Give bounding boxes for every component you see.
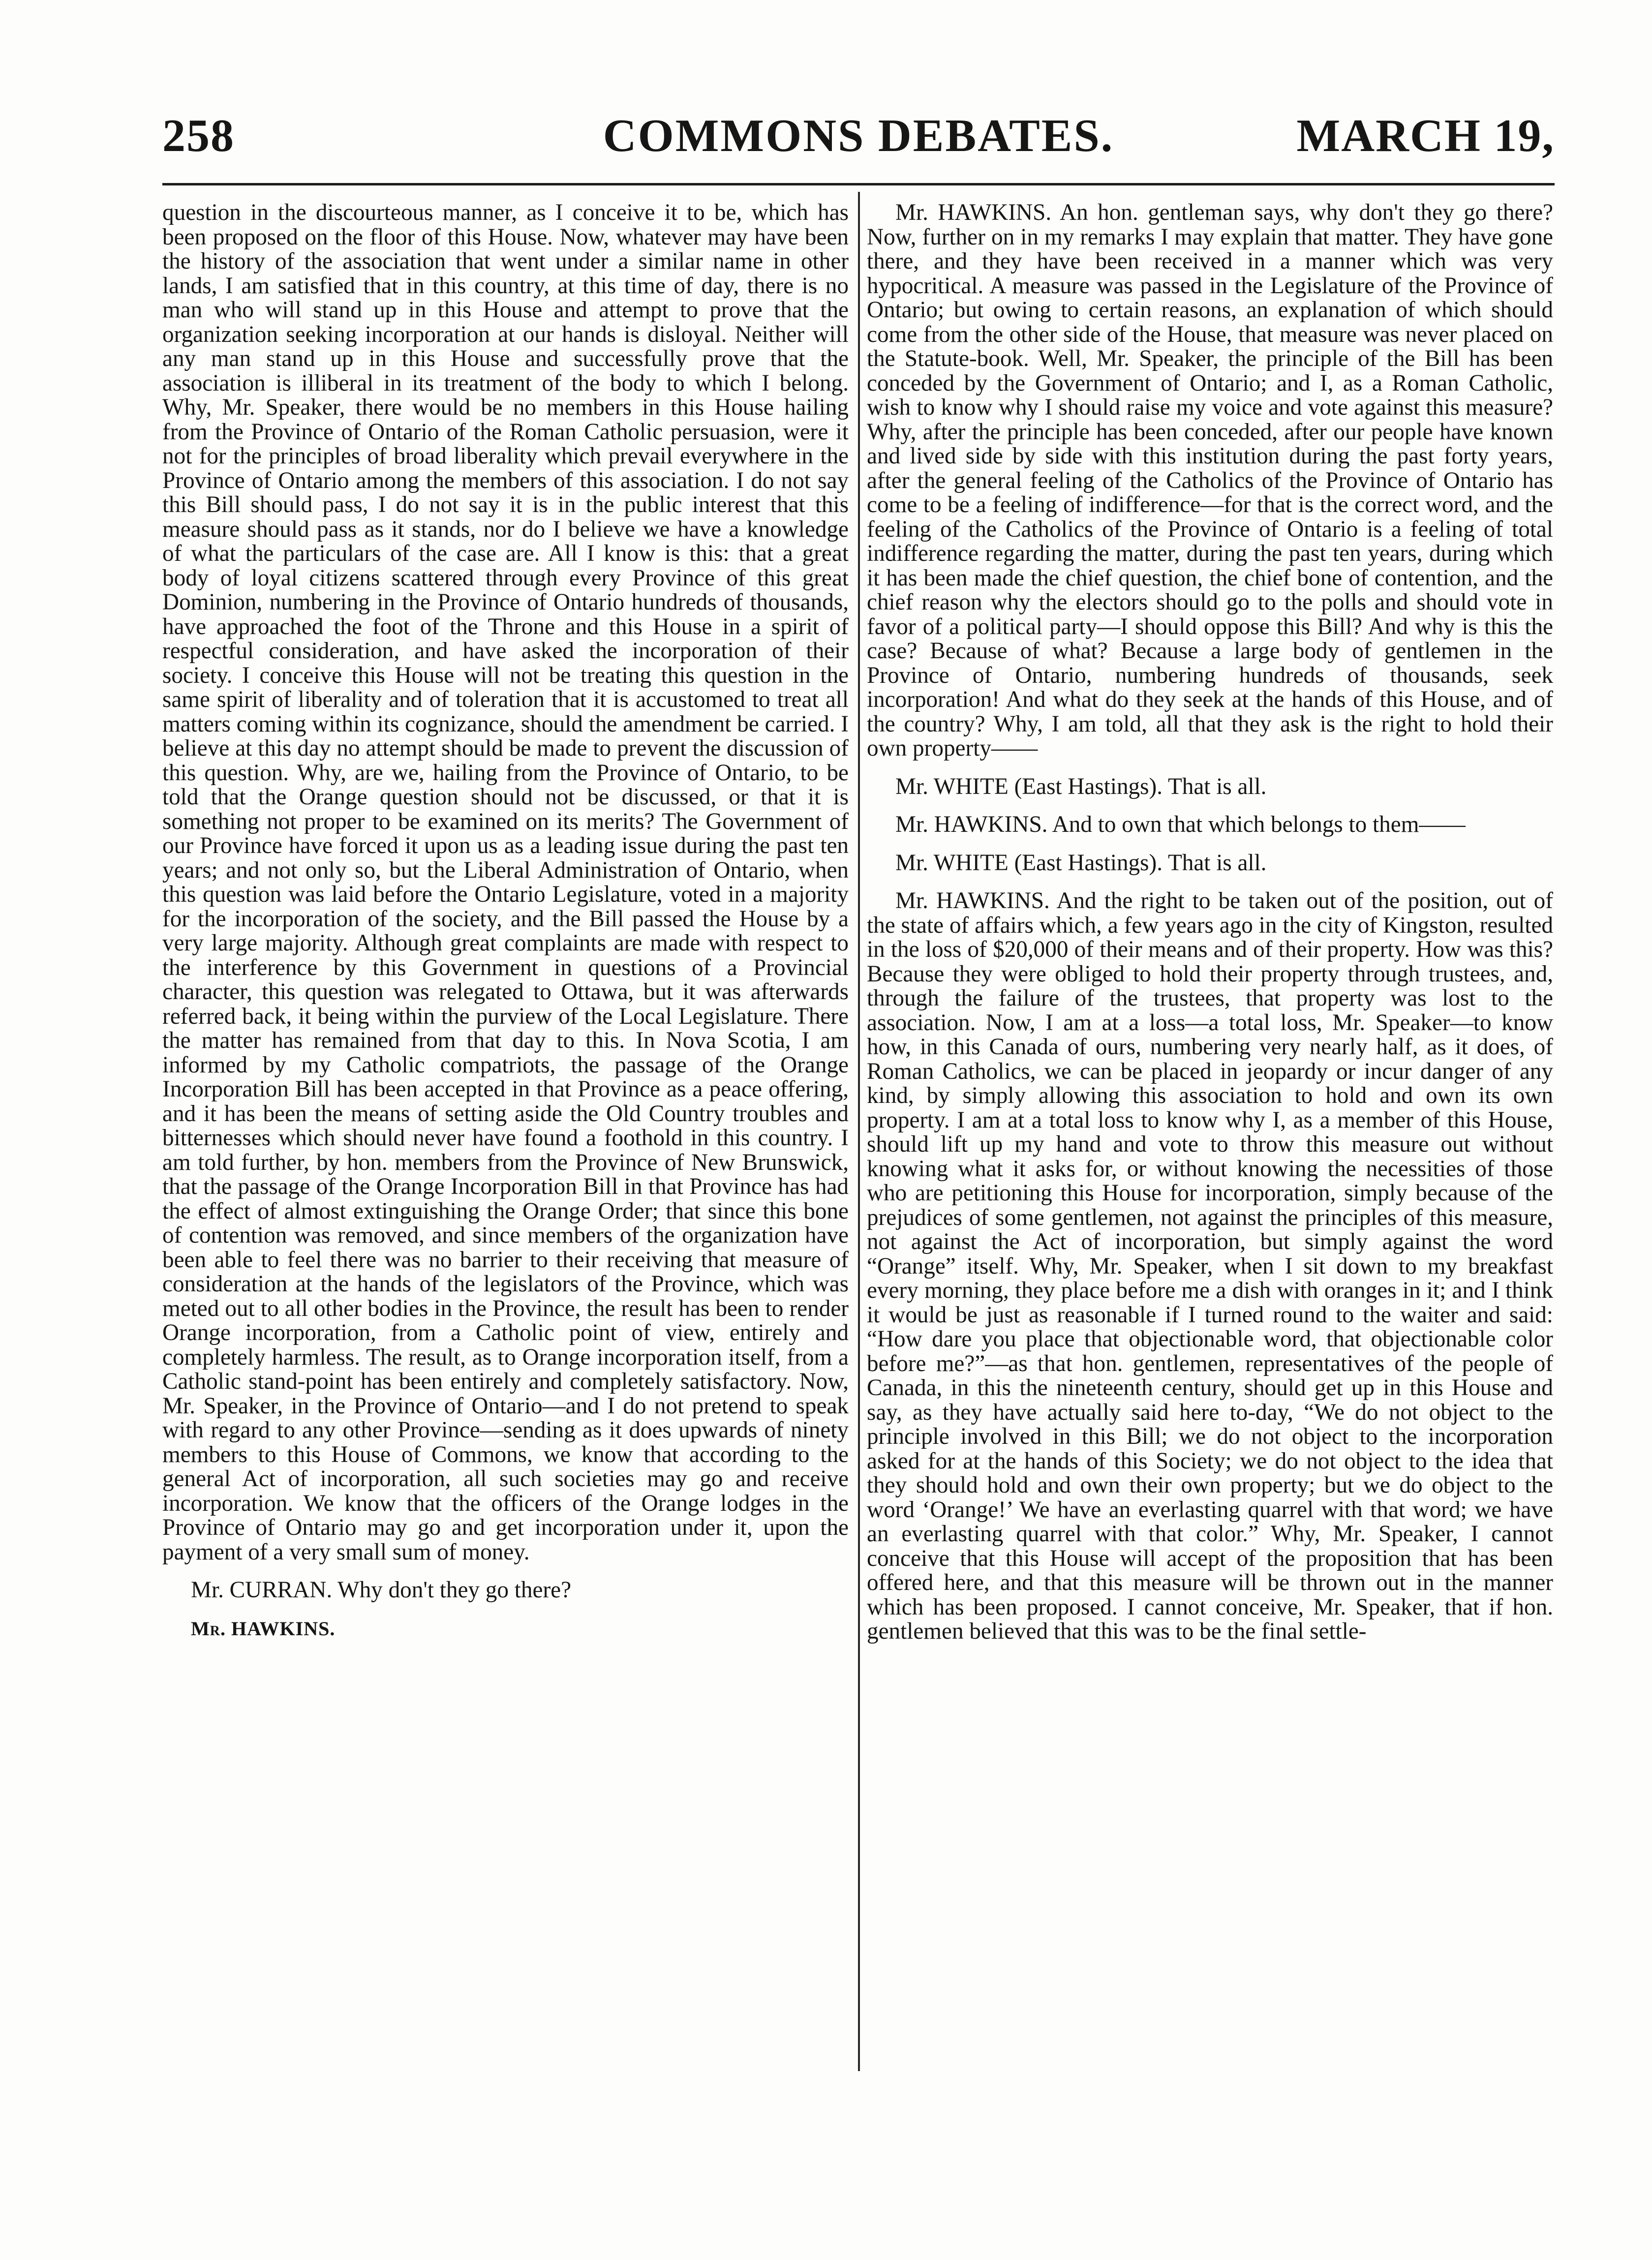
right-column [867, 201, 1553, 2159]
left-column [162, 201, 849, 2159]
paragraph: Mr. CURRAN. Why don't they go there? [191, 1577, 572, 1603]
running-date: MARCH 19, [1296, 110, 1555, 161]
speaker-line: Mr. HAWKINS. [191, 1617, 336, 1640]
header-rule [162, 183, 1555, 185]
paragraph: Mr. HAWKINS. And the right to be taken out of the position, out of the state of affairs which, a few years ago in the city of Kingston, resulted in the loss of $20,000 of their means and of their property. How was this? Because they were obliged to hold their property through trustees, and, through the failure of the trustees, that property was lost to the association. Now, I am at a loss—a total loss, Mr. Speaker—to know how, in this Canada of ours, numbering very nearly half, as it does, of Roman Catholics, we can be placed in jeopardy or incur danger of any kind, by simply allowing this association to hold and own its own property. I am at a total loss to know why I, as a member of this House, should lift up my hand and vote to throw this measure out without knowing what it asks for, or without knowing the necessities of those who are petitioning this House for incorporation, simply because of the prejudices of some gentlemen, not against the principles of this measure, not against the Act of incorporation, but simply against the word “Orange” itself. Why, Mr. Speaker, when I sit down to my breakfast every morning, they place before me a dish with oranges in it; and I think it would be just as reasonable if I turned round to the waiter and said: “How dare you place that objectionable word, that objectionable color before me?”—as that hon. gentlemen, representatives of the people of Canada, in this the nineteenth century, should get up in this House and say, as they have actually said here to-day, “We do not object to the principle involved in this Bill; we do not object to the incorporation asked for at the hands of this Society; we do not object to the idea that they should hold and own their own property; but we do object to the word ‘Orange!’ We have an everlasting quarrel with that word; we have an everlasting quarrel with that color.” Why, Mr. Speaker, I cannot conceive that this House will accept of the proposition that has been offered here, and that this measure will be thrown out in the manner which has been proposed. I cannot conceive, Mr. Speaker, that if hon. gentlemen believed that this was to be the final settle- [867, 888, 1553, 1644]
page-number: 258 [162, 110, 235, 161]
running-title: COMMONS DEBATES. [603, 110, 1114, 161]
page-header [162, 109, 1555, 173]
paragraph: Mr. WHITE (East Hastings). That is all. [895, 773, 1267, 799]
paragraph: Mr. HAWKINS. And to own that which belongs to them—— [895, 812, 1466, 837]
paragraph: question in the discourteous manner, as I conceive it to be, which has been proposed on the floor of this House. Now, whatever may have been the history of the association that went under a similar name in other lands, I am satisfied that in this country, at this time of day, there is no man who will stand up in this House and attempt to prove that the organization seeking incorporation at our hands is disloyal. Neither will any man stand up in this House and successfully prove that the association is illiberal in its treatment of the body to which I belong. Why, Mr. Speaker, there would be no members in this House hailing from the Province of Ontario of the Roman Catholic persuasion, were it not for the principles of broad liberality which prevail everywhere in the Province of Ontario among the members of this association. I do not say this Bill should pass, I do not say it is in the public interest that this measure should pass as it stands, nor do I believe we have a knowledge of what the particulars of the case are. All I know is this: that a great body of loyal citizens scattered through every Province of this great Dominion, numbering in the Province of Ontario hundreds of thousands, have approached the foot of the Throne and this House in a spirit of respectful consideration, and have asked the incorporation of their society. I conceive this House will not be treating this question in the same spirit of liberality and of toleration that it is accustomed to treat all matters coming within its cognizance, should the amendment be carried. I believe at this day no attempt should be made to prevent the discussion of this question. Why, are we, hailing from the Province of Ontario, to be told that the Orange question should not be discussed, or that it is something not proper to be examined on its merits? The Government of our Province have forced it upon us as a leading issue during the past ten years; and not only so, but the Liberal Administration of Ontario, when this question was laid before the Ontario Legislature, voted in a majority for the incorporation of the society, and the Bill passed the House by a very large majority. Although great complaints are made with respect to the interference by this Government in questions of a Provincial character, this question was relegated to Ottawa, but it was afterwards referred back, it being within the purview of the Local Legislature. There the matter has remained from that day to this. In Nova Scotia, I am informed by my Catholic compatriots, the passage of the Orange Incorporation Bill has been accepted in that Province as a peace offering, and it has been the means of setting aside the Old Country troubles and bitternesses which should never have found a foothold in this country. I am told further, by hon. members from the Province of New Brunswick, that the passage of the Orange Incorporation Bill in that Province has had the effect of almost extinguishing the Orange Order; that since this bone of contention was removed, and since members of the organization have been able to feel there was no barrier to their receiving that measure of consideration at the hands of the legislators of the Province, which was meted out to all other bodies in the Province, the result has been to render Orange incorporation, from a Catholic point of view, entirely and completely harmless. The result, as to Orange incorporation itself, from a Catholic stand-point has been entirely and completely satisfactory. Now, Mr. Speaker, in the Province of Ontario—and I do not pretend to speak with regard to any other Province—sending as it does upwards of ninety members to this House of Commons, we know that according to the general Act of incorporation, all such societies may go and receive incorporation. We know that the officers of the Orange lodges in the Province of Ontario may go and get incorporation under it, upon the payment of a very small sum of money. [162, 200, 849, 1565]
column-divider [858, 192, 860, 2071]
paragraph: Mr. HAWKINS. An hon. gentleman says, why don't they go there? Now, further on in my remarks I may explain that matter. They have gone there, and they have been received in a manner which was very hypocritical. A measure was passed in the Legislature of the Province of Ontario; but owing to certain reasons, an explanation of which should come from the other side of the House, that measure was never placed on the Statute-book. Well, Mr. Speaker, the principle of the Bill has been conceded by the Government of Ontario; and I, as a Roman Catholic, wish to know why I should raise my voice and vote against this measure? Why, after the principle has been conceded, after our people have known and lived side by side with this institution during the past forty years, after the general feeling of the Catholics of the Province of Ontario has come to be a feeling of indifference—for that is the correct word, and the feeling of the Catholics of the Province of Ontario is a feeling of total indifference regarding the matter, during the past ten years, during which it has been made the chief question, the chief bone of contention, and the chief reason why the electors should go to the polls and should vote in favor of a political party—I should oppose this Bill? And why is this the case? Because of what? Because a large body of gentlemen in the Province of Ontario, numbering hundreds of thousands, seek incorporation! And what do they seek at the hands of this House, and of the country? Why, I am told, all that they ask is the right to hold their own property—— [867, 200, 1553, 761]
paragraph: Mr. WHITE (East Hastings). That is all. [895, 850, 1267, 876]
